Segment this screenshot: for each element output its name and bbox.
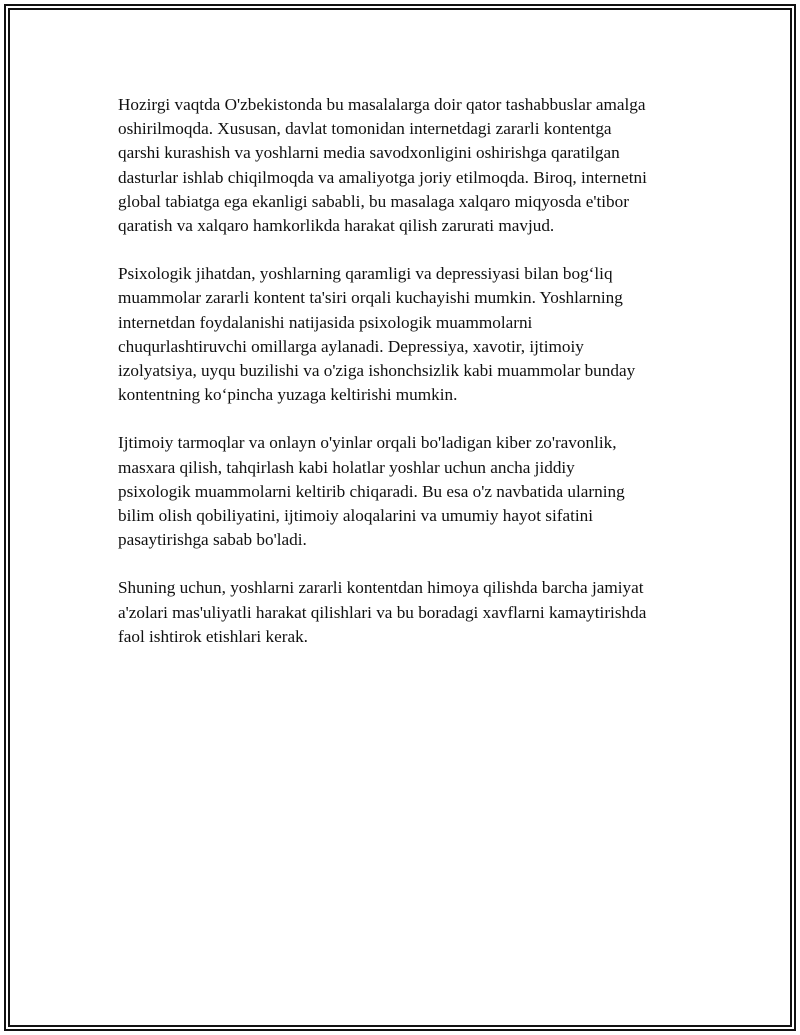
document-body: [118, 93, 698, 673]
paragraph-3: Ijtimoiy tarmoqlar va onlayn o'yinlar orqali bo'ladigan kiber zo'ravonlik, masxara qilish, tahqirlash kabi holatlar yoshlar uchun ancha jiddiy psixologik muammolarni keltirib chiqaradi. Bu esa o'z navbatida ularning bilim olish qobiliyatini, ijtimoiy aloqalarini va umumiy hayot sifatini pasaytirishga sabab bo'ladi.: [118, 433, 625, 550]
paragraph-2: Psixologik jihatdan, yoshlarning qaramligi va depressiyasi bilan bog‘liq muammolar zararli kontent ta'siri orqali kuchayishi mumkin. Yoshlarning internetdan foydalanishi natijasida psixologik muammolarni chuqurlashtiruvchi omillarga aylanadi. Depressiya, xavotir, ijtimoiy izolyatsiya, uyqu buzilishi va o'ziga ishonchsizlik kabi muammolar bunday kontentning ko‘pincha yuzaga keltirishi mumkin.: [118, 264, 636, 405]
paragraph-1: Hozirgi vaqtda O'zbekistonda bu masalalarga doir qator tashabbuslar amalga oshirilmoqda. Xususan, davlat tomonidan internetdagi zararli kontentga qarshi kurashish va yoshlarni media savodxonligini oshirishga qaratilgan dasturlar ishlab chiqilmoqda va amaliyotga joriy etilmoqda. Biroq, internetni global tabiatga ega ekanligi sababli, bu masalaga xalqaro miqyosda e'tibor qaratish va xalqaro hamkorlikda harakat qilish zarurati mavjud.: [118, 95, 647, 236]
paragraph-4: Shuning uchun, yoshlarni zararli kontentdan himoya qilishda barcha jamiyat a'zolari mas'uliyatli harakat qilishlari va bu boradagi xavflarni kamaytirishda faol ishtirok etishlari kerak.: [118, 578, 647, 646]
